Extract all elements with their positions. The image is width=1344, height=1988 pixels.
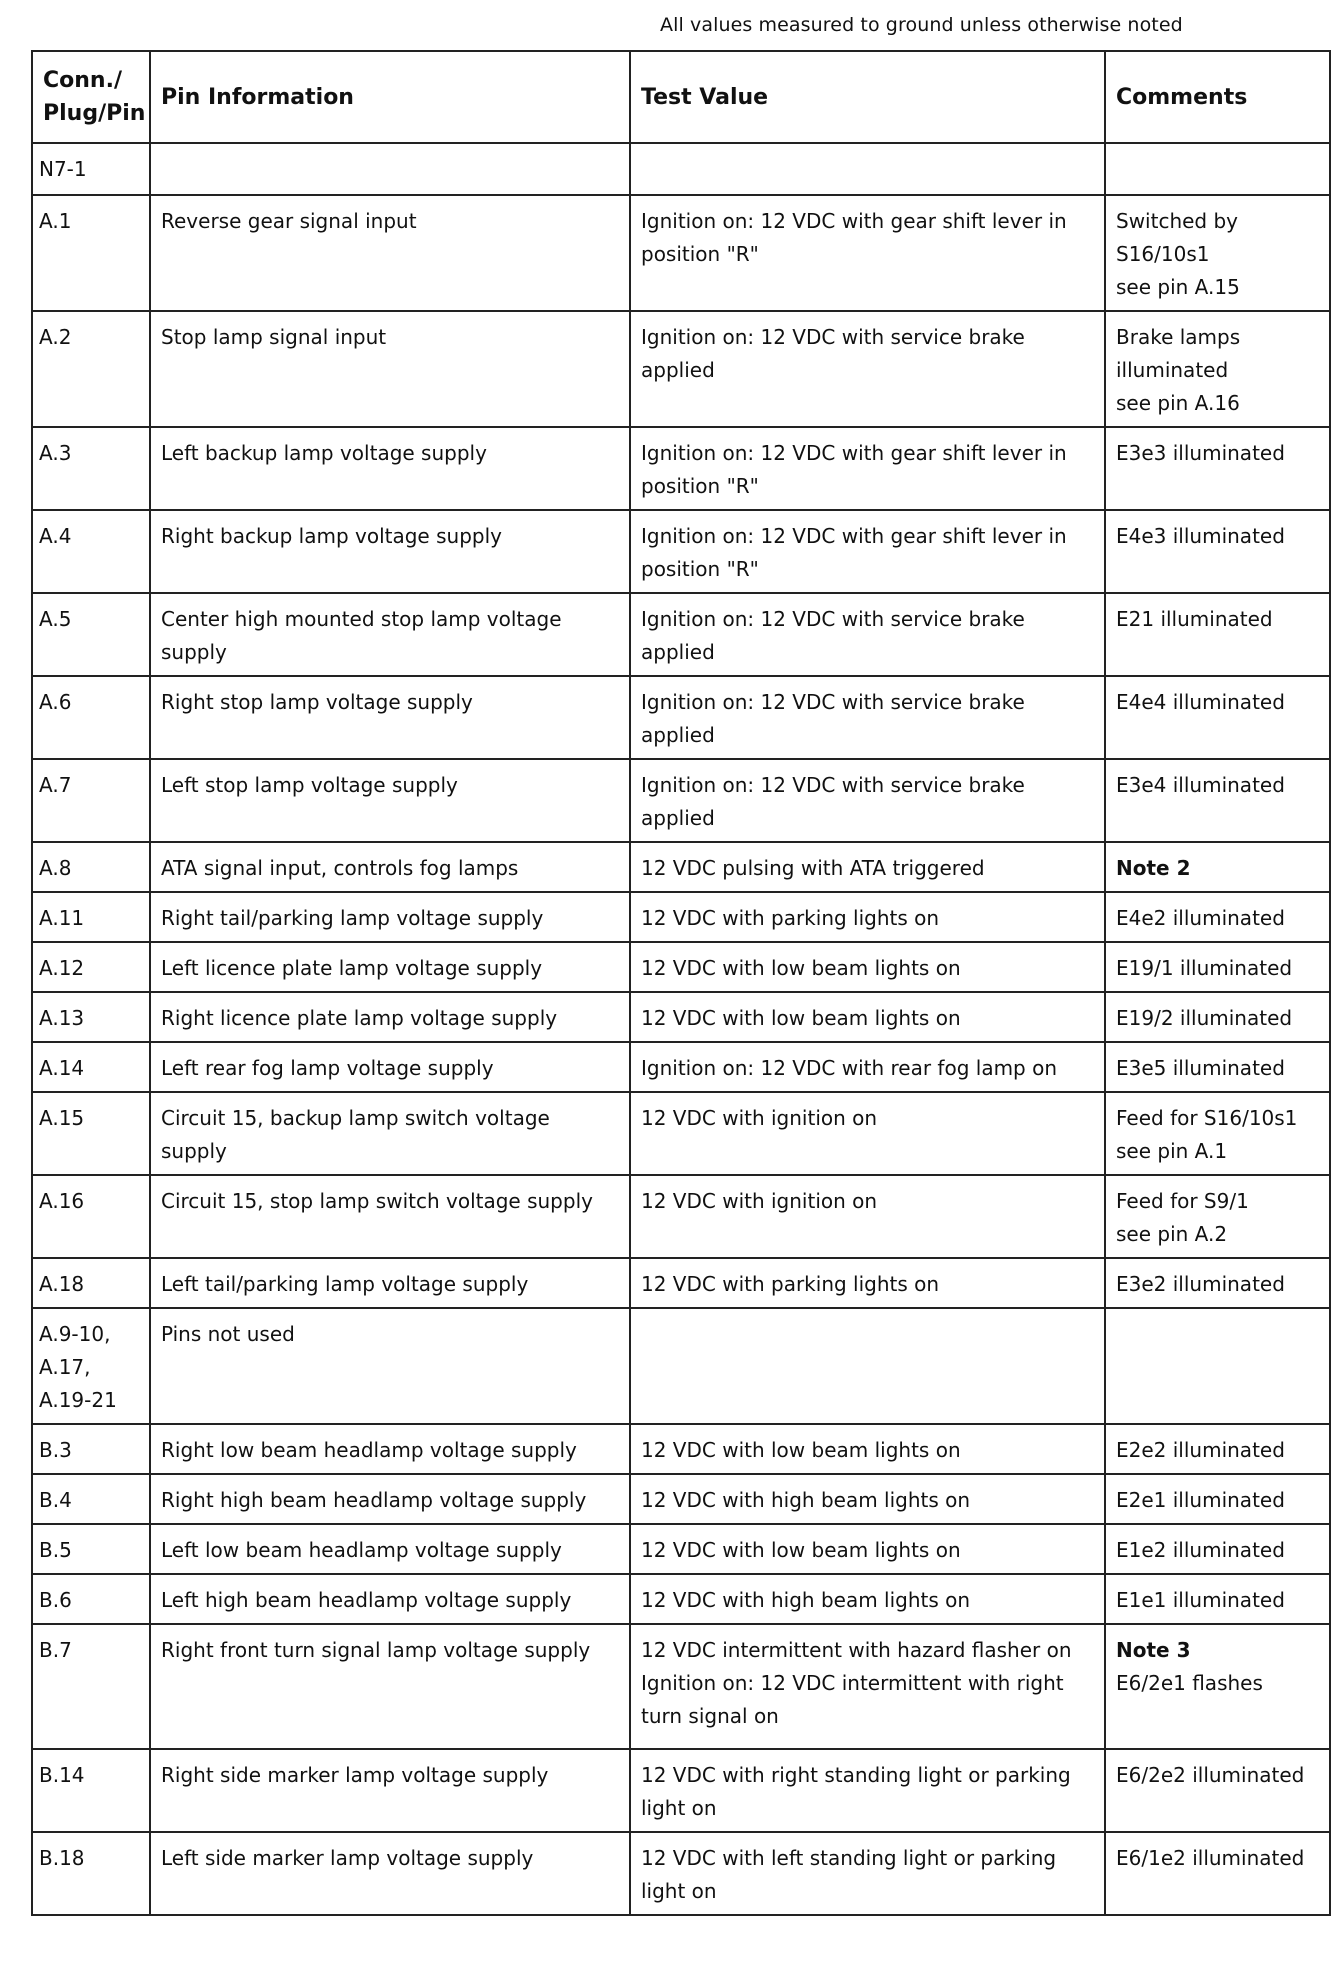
comments-cell xyxy=(1105,143,1330,195)
pin-info-cell: ATA signal input, controls fog lamps xyxy=(150,842,630,892)
comments-cell: E2e1 illuminated xyxy=(1105,1474,1330,1524)
table-row xyxy=(32,1574,1330,1624)
table-row xyxy=(32,311,1330,427)
pin-info-cell xyxy=(150,143,630,195)
table-row xyxy=(32,842,1330,892)
table-row xyxy=(32,510,1330,593)
test-value-cell: 12 VDC with high beam lights on xyxy=(630,1474,1105,1524)
test-value-cell: Ignition on: 12 VDC with gear shift lever in position "R" xyxy=(630,427,1105,510)
comments-cell: Brake lamps illuminated see pin A.16 xyxy=(1105,311,1330,427)
table-header-row xyxy=(32,51,1330,143)
comments-cell: E1e1 illuminated xyxy=(1105,1574,1330,1624)
test-value-cell: 12 VDC with low beam lights on xyxy=(630,1524,1105,1574)
comments-cell: E4e3 illuminated xyxy=(1105,510,1330,593)
table-row xyxy=(32,892,1330,942)
pin-info-cell: Right tail/parking lamp voltage supply xyxy=(150,892,630,942)
pin-info-cell: Left rear fog lamp voltage supply xyxy=(150,1042,630,1092)
table-row xyxy=(32,1308,1330,1424)
pin-cell: A.2 xyxy=(32,311,150,427)
pin-cell: A.5 xyxy=(32,593,150,676)
pin-cell: A.8 xyxy=(32,842,150,892)
column-header-comments: Comments xyxy=(1105,51,1330,143)
test-value-cell: Ignition on: 12 VDC with service brake applied xyxy=(630,593,1105,676)
pin-cell: A.1 xyxy=(32,195,150,311)
test-value-cell: 12 VDC with ignition on xyxy=(630,1092,1105,1175)
table-row xyxy=(32,427,1330,510)
pin-cell: B.18 xyxy=(32,1832,150,1915)
pin-info-cell: Right front turn signal lamp voltage supply xyxy=(150,1624,630,1749)
test-value-cell: Ignition on: 12 VDC with service brake applied xyxy=(630,759,1105,842)
test-value-cell: 12 VDC with parking lights on xyxy=(630,892,1105,942)
test-value-cell: 12 VDC with right standing light or parking light on xyxy=(630,1749,1105,1832)
pin-cell: A.11 xyxy=(32,892,150,942)
pin-info-cell: Right stop lamp voltage supply xyxy=(150,676,630,759)
comments-cell: E6/2e2 illuminated xyxy=(1105,1749,1330,1832)
pin-cell: A.15 xyxy=(32,1092,150,1175)
pin-info-cell: Left licence plate lamp voltage supply xyxy=(150,942,630,992)
pin-info-cell: Left high beam headlamp voltage supply xyxy=(150,1574,630,1624)
table-row xyxy=(32,1424,1330,1474)
pin-cell: B.7 xyxy=(32,1624,150,1749)
table-row xyxy=(32,143,1330,195)
comments-cell: E6/1e2 illuminated xyxy=(1105,1832,1330,1915)
comments-cell: E1e2 illuminated xyxy=(1105,1524,1330,1574)
pin-cell: A.6 xyxy=(32,676,150,759)
pin-info-cell: Left side marker lamp voltage supply xyxy=(150,1832,630,1915)
pin-info-cell: Right high beam headlamp voltage supply xyxy=(150,1474,630,1524)
table-row xyxy=(32,1258,1330,1308)
pin-info-cell: Circuit 15, stop lamp switch voltage supply xyxy=(150,1175,630,1258)
table-row xyxy=(32,1042,1330,1092)
measurement-note: All values measured to ground unless otherwise noted xyxy=(660,14,1183,36)
table-row xyxy=(32,1474,1330,1524)
table-row xyxy=(32,195,1330,311)
table-row xyxy=(32,992,1330,1042)
pin-cell: B.3 xyxy=(32,1424,150,1474)
test-value-cell: Ignition on: 12 VDC with gear shift lever in position "R" xyxy=(630,195,1105,311)
comments-cell: E19/1 illuminated xyxy=(1105,942,1330,992)
comments-cell: E21 illuminated xyxy=(1105,593,1330,676)
comments-cell: Feed for S16/10s1 see pin A.1 xyxy=(1105,1092,1330,1175)
pin-info-cell: Right side marker lamp voltage supply xyxy=(150,1749,630,1832)
pin-cell: B.5 xyxy=(32,1524,150,1574)
pin-cell: A.7 xyxy=(32,759,150,842)
table-row xyxy=(32,1832,1330,1915)
pin-info-cell: Right backup lamp voltage supply xyxy=(150,510,630,593)
table-row xyxy=(32,1524,1330,1574)
pin-cell: A.12 xyxy=(32,942,150,992)
pin-test-table xyxy=(31,50,1331,1916)
table-row xyxy=(32,1092,1330,1175)
pin-cell: A.3 xyxy=(32,427,150,510)
comments-cell: E4e4 illuminated xyxy=(1105,676,1330,759)
comments-cell: E3e4 illuminated xyxy=(1105,759,1330,842)
comments-cell: E3e5 illuminated xyxy=(1105,1042,1330,1092)
test-value-cell: 12 VDC with high beam lights on xyxy=(630,1574,1105,1624)
table-row xyxy=(32,759,1330,842)
comments-cell: E3e2 illuminated xyxy=(1105,1258,1330,1308)
column-header-test: Test Value xyxy=(630,51,1105,143)
test-value-cell: 12 VDC with low beam lights on xyxy=(630,1424,1105,1474)
pin-cell: B.4 xyxy=(32,1474,150,1524)
pin-info-cell: Circuit 15, backup lamp switch voltage supply xyxy=(150,1092,630,1175)
pin-info-cell: Left tail/parking lamp voltage supply xyxy=(150,1258,630,1308)
table-row xyxy=(32,942,1330,992)
pin-cell: B.14 xyxy=(32,1749,150,1832)
table-row xyxy=(32,1175,1330,1258)
test-value-cell: Ignition on: 12 VDC with gear shift lever in position "R" xyxy=(630,510,1105,593)
pin-cell: A.9-10, A.17, A.19-21 xyxy=(32,1308,150,1424)
comments-cell: E3e3 illuminated xyxy=(1105,427,1330,510)
comments-cell: Switched by S16/10s1 see pin A.15 xyxy=(1105,195,1330,311)
pin-info-cell: Right low beam headlamp voltage supply xyxy=(150,1424,630,1474)
test-value-cell: Ignition on: 12 VDC with service brake applied xyxy=(630,676,1105,759)
table-row xyxy=(32,593,1330,676)
pin-info-cell: Reverse gear signal input xyxy=(150,195,630,311)
pin-info-cell: Stop lamp signal input xyxy=(150,311,630,427)
test-value-cell: 12 VDC with parking lights on xyxy=(630,1258,1105,1308)
pin-cell: N7-1 xyxy=(32,143,150,195)
test-value-cell xyxy=(630,143,1105,195)
pin-cell: A.4 xyxy=(32,510,150,593)
pin-cell: B.6 xyxy=(32,1574,150,1624)
comments-cell: E19/2 illuminated xyxy=(1105,992,1330,1042)
pin-cell: A.14 xyxy=(32,1042,150,1092)
pin-info-cell: Left low beam headlamp voltage supply xyxy=(150,1524,630,1574)
column-header-info: Pin Information xyxy=(150,51,630,143)
test-value-cell: 12 VDC with ignition on xyxy=(630,1175,1105,1258)
test-value-cell xyxy=(630,1308,1105,1424)
column-header-pin: Conn./ Plug/Pin xyxy=(32,51,150,143)
table-row xyxy=(32,1749,1330,1832)
pin-cell: A.16 xyxy=(32,1175,150,1258)
test-value-cell: 12 VDC intermittent with hazard flasher on Ignition on: 12 VDC intermittent with right turn signal on xyxy=(630,1624,1105,1749)
table-body xyxy=(32,143,1330,1915)
test-value-cell: 12 VDC with low beam lights on xyxy=(630,992,1105,1042)
pin-info-cell: Left backup lamp voltage supply xyxy=(150,427,630,510)
pin-info-cell: Center high mounted stop lamp voltage supply xyxy=(150,593,630,676)
test-value-cell: 12 VDC pulsing with ATA triggered xyxy=(630,842,1105,892)
comments-cell: E4e2 illuminated xyxy=(1105,892,1330,942)
comments-cell: Note 3 E6/2e1 flashes xyxy=(1105,1624,1330,1749)
pin-info-cell: Pins not used xyxy=(150,1308,630,1424)
pin-cell: A.18 xyxy=(32,1258,150,1308)
table-row xyxy=(32,1624,1330,1749)
test-value-cell: Ignition on: 12 VDC with service brake applied xyxy=(630,311,1105,427)
table-row xyxy=(32,676,1330,759)
comments-cell xyxy=(1105,1308,1330,1424)
test-value-cell: Ignition on: 12 VDC with rear fog lamp on xyxy=(630,1042,1105,1092)
pin-info-cell: Right licence plate lamp voltage supply xyxy=(150,992,630,1042)
test-value-cell: 12 VDC with left standing light or parking light on xyxy=(630,1832,1105,1915)
comments-cell: Feed for S9/1 see pin A.2 xyxy=(1105,1175,1330,1258)
test-value-cell: 12 VDC with low beam lights on xyxy=(630,942,1105,992)
pin-info-cell: Left stop lamp voltage supply xyxy=(150,759,630,842)
comments-cell: E2e2 illuminated xyxy=(1105,1424,1330,1474)
pin-cell: A.13 xyxy=(32,992,150,1042)
comments-cell: Note 2 xyxy=(1105,842,1330,892)
